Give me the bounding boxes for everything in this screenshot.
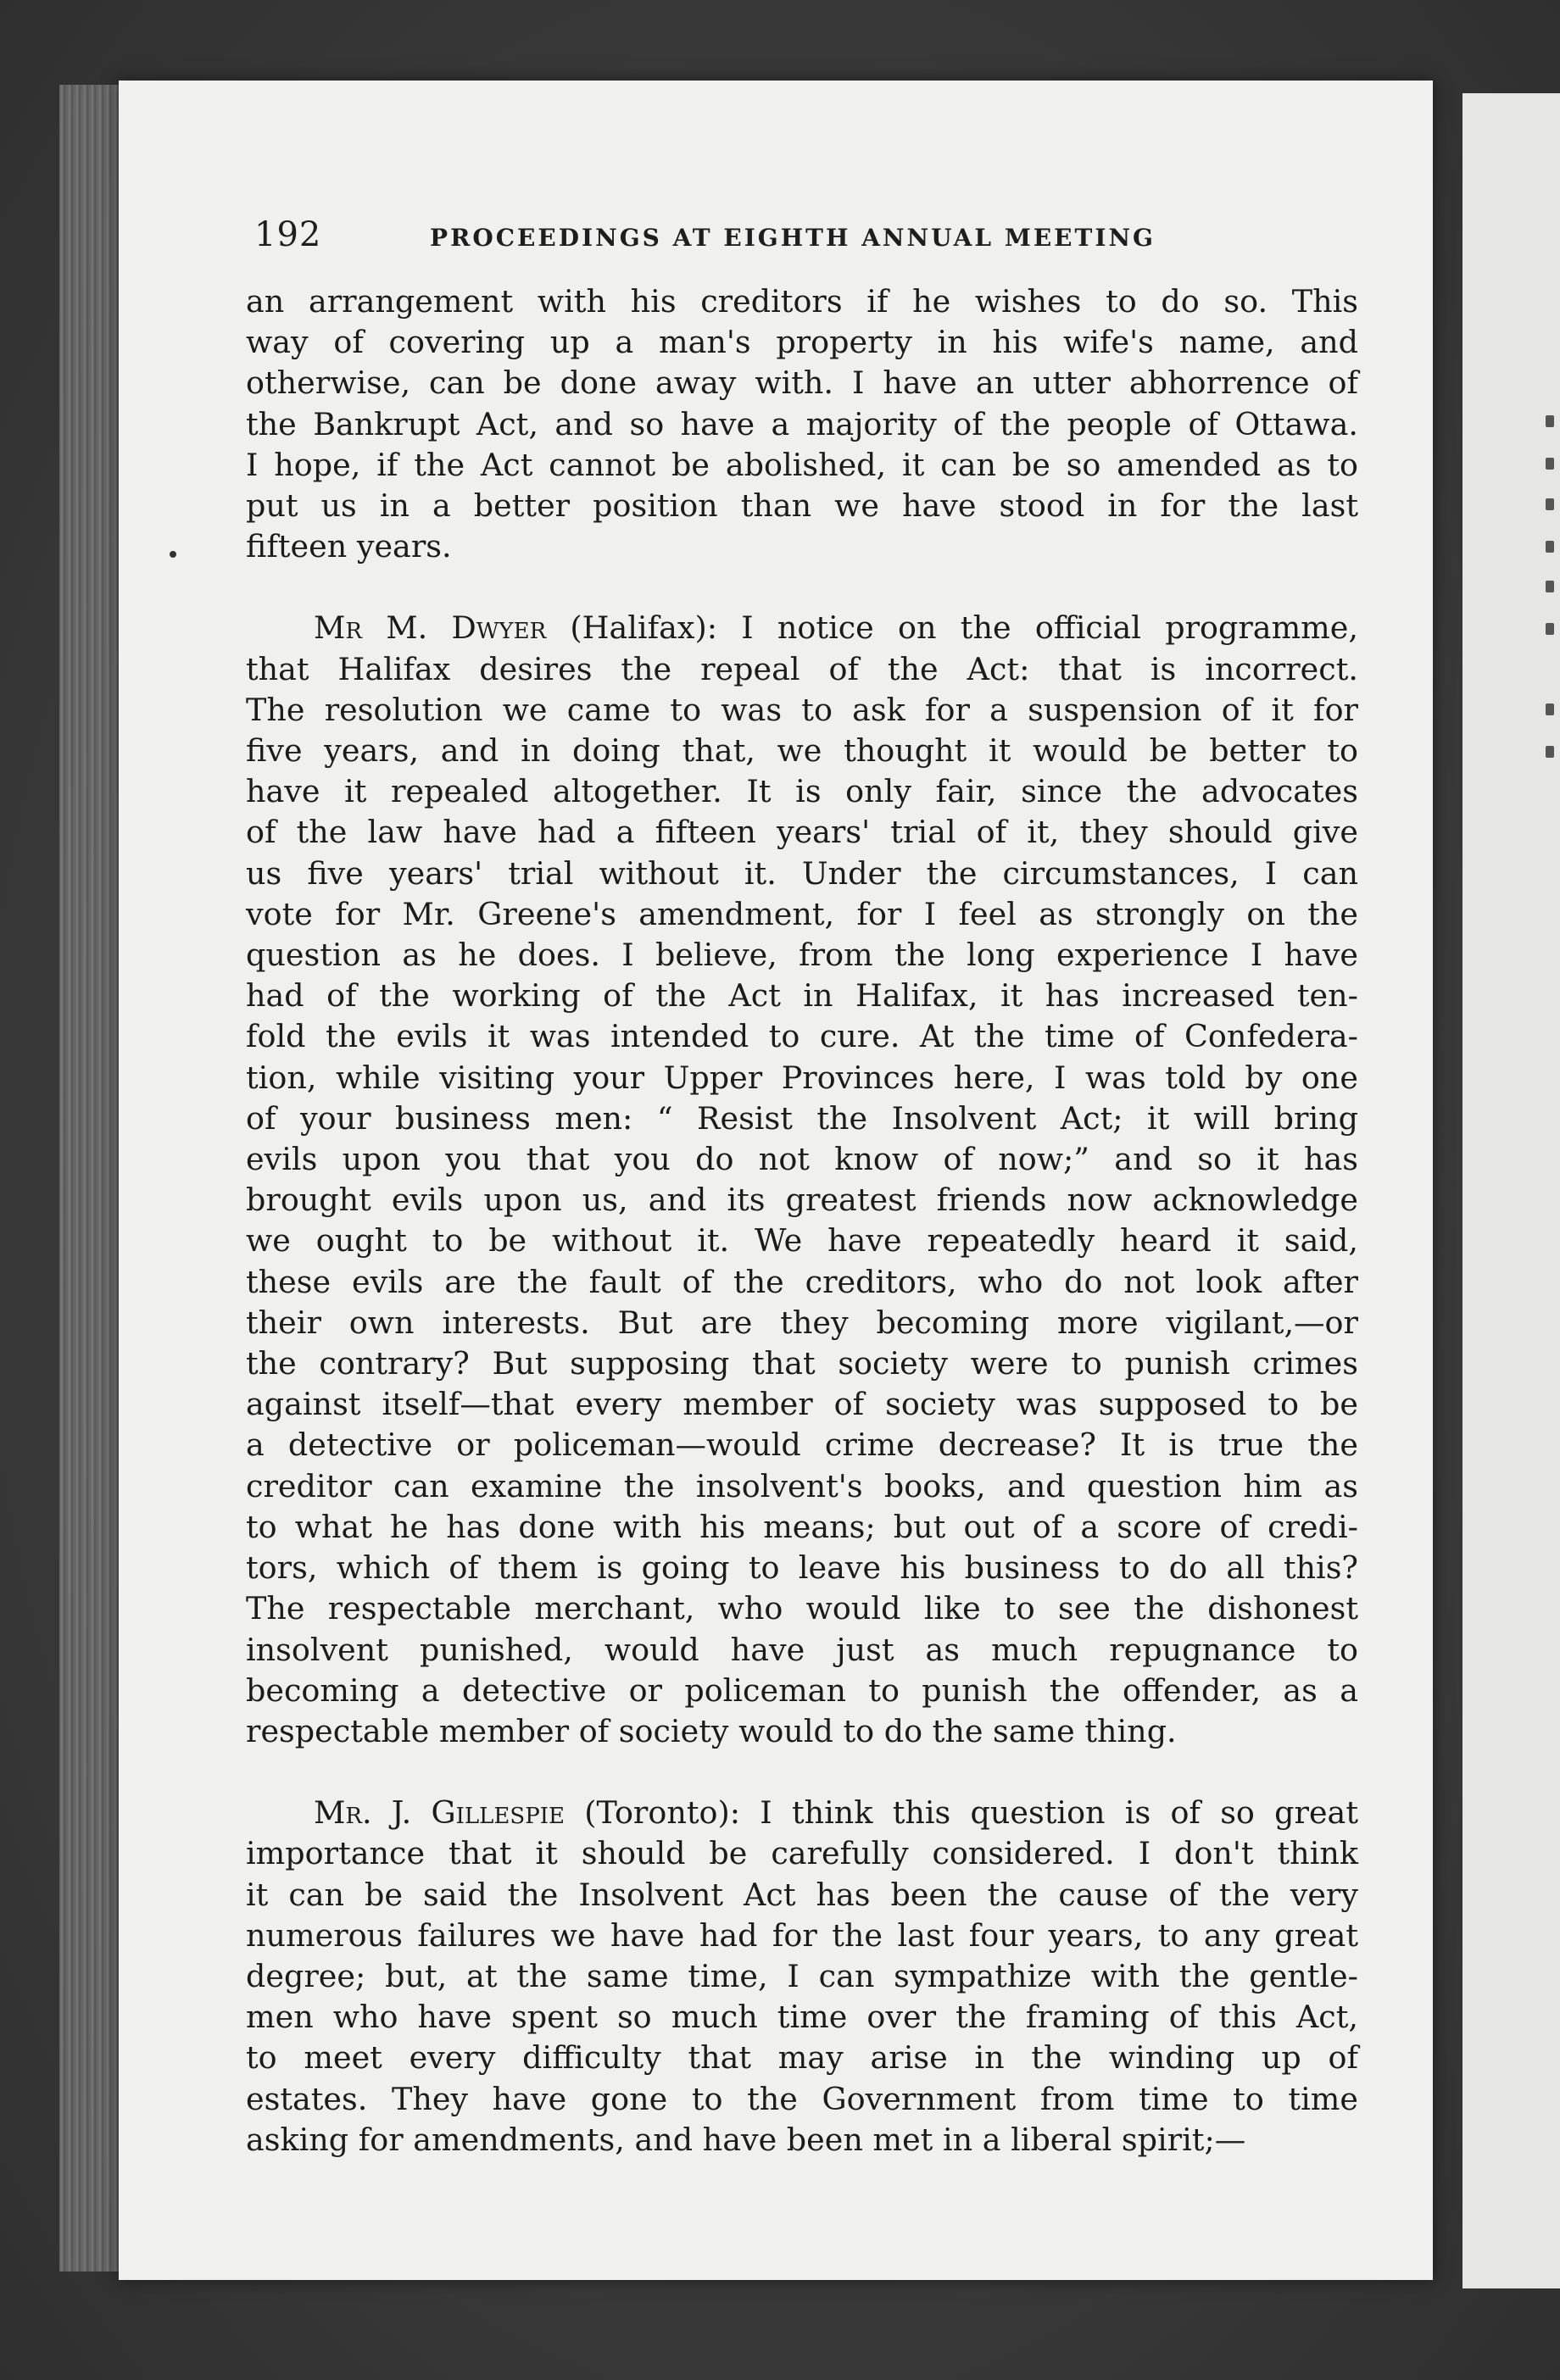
book-page-edges: [59, 85, 123, 2272]
facing-page-glyph: [1546, 458, 1554, 470]
text-line: vote for Mr. Greene's amendment, for I feel as strongly on the: [246, 895, 1358, 932]
text-line: degree; but, at the same time, I can sympathize with the gentle-: [246, 1957, 1358, 1994]
text-line: otherwise, can be done away with. I have an utter abhorrence of: [246, 364, 1358, 402]
text-line: insolvent punished, would have just as much repugnance to: [246, 1631, 1358, 1668]
text-line: [246, 608, 1358, 648]
text-line: estates. They have gone to the Government from time to time: [246, 2080, 1358, 2117]
text-line: importance that it should be carefully considered. I don't think: [246, 1835, 1358, 1872]
facing-page-sliver: [1462, 93, 1560, 2288]
text-line: have it repealed altogether. It is only fair, since the advocates: [246, 773, 1358, 810]
text-line: five years, and in doing that, we thought it would be better to: [246, 732, 1358, 770]
text-line: men who have spent so much time over the framing of this Act,: [246, 1999, 1358, 2036]
text-line: the contrary? But supposing that society were to punish crimes: [246, 1345, 1358, 1382]
text-line: that Halifax desires the repeal of the Act: that is incorrect.: [246, 650, 1358, 687]
text-line: fold the evils it was intended to cure. At the time of Confedera-: [246, 1018, 1358, 1055]
facing-page-glyph: [1546, 623, 1554, 635]
text-line: we ought to be without it. We have repeatedly heard it said,: [246, 1222, 1358, 1260]
text-line: the Bankrupt Act, and so have a majority of the people of Ottawa.: [246, 405, 1358, 442]
page-number: 192: [254, 215, 322, 254]
text-line: [246, 1793, 1358, 1833]
text-line: I hope, if the Act cannot be abolished, it can be so amended as to: [246, 446, 1358, 483]
text-line: to what he has done with his means; but out of a score of credi-: [246, 1508, 1358, 1545]
text-line: against itself—that every member of society was supposed to be: [246, 1386, 1358, 1423]
text-line: to meet every difficulty that may arise in the winding up of: [246, 2039, 1358, 2077]
text-line: The resolution we came to was to ask for a suspension of it for: [246, 691, 1358, 728]
facing-page-glyph: [1546, 498, 1554, 510]
text-line: evils upon you that you do not know of now;” and so it has: [246, 1141, 1358, 1178]
text-line: respectable member of society would to do the same thing.: [246, 1712, 1177, 1749]
facing-page-glyph: [1546, 581, 1554, 592]
text-line: brought evils upon us, and its greatest friends now acknowledge: [246, 1182, 1358, 1219]
text-line: their own interests. But are they becoming more vigilant,—or: [246, 1304, 1358, 1341]
text-line: way of covering up a man's property in his wife's name, and: [246, 324, 1358, 361]
running-head: [254, 215, 1195, 254]
text-line: question as he does. I believe, from the long experience I have: [246, 937, 1358, 974]
text-line: becoming a detective or policeman to punish the offender, as a: [246, 1671, 1358, 1709]
text-line: creditor can examine the insolvent's books, and question him as: [246, 1467, 1358, 1504]
text-line: asking for amendments, and have been met in a liberal spirit;—: [246, 2121, 1246, 2158]
text-line: these evils are the fault of the creditors, who do not look after: [246, 1263, 1358, 1300]
text-line: us five years' trial without it. Under the circumstances, I can: [246, 854, 1358, 892]
text-line: tion, while visiting your Upper Provinces here, I was told by one: [246, 1059, 1358, 1096]
facing-page-glyph: [1546, 415, 1554, 427]
body-text: [246, 281, 1358, 2201]
speaker-name: Mr M. Dwyer: [314, 609, 547, 647]
facing-page-glyph: [1546, 703, 1554, 715]
text-line: of the law have had a fifteen years' trial of it, they should give: [246, 814, 1358, 851]
facing-page-glyph: [1546, 541, 1554, 553]
paragraph: [246, 608, 1358, 1752]
paragraph: [246, 1793, 1358, 2160]
text-line: it can be said the Insolvent Act has been the cause of the very: [246, 1876, 1358, 1913]
running-head-title: PROCEEDINGS AT EIGHTH ANNUAL MEETING: [430, 224, 1156, 252]
speaker-name: Mr. J. Gillespie: [314, 1794, 565, 1832]
text-line: had of the working of the Act in Halifax, it has increased ten-: [246, 977, 1358, 1015]
facing-page-glyph: [1546, 746, 1554, 758]
margin-mark: [170, 551, 176, 558]
text-line: an arrangement with his creditors if he wishes to do so. This: [246, 283, 1358, 320]
text-line: put us in a better position than we have stood in for the last: [246, 487, 1358, 525]
text-line: fifteen years.: [246, 528, 452, 565]
line-text: (Halifax): I notice on the official programme,: [546, 609, 1358, 647]
text-line: numerous failures we have had for the last four years, to any great: [246, 1916, 1358, 1954]
text-line: tors, which of them is going to leave his business to do all this?: [246, 1549, 1358, 1587]
line-text: (Toronto): I think this question is of so great: [564, 1794, 1358, 1832]
text-line: of your business men: “ Resist the Insolvent Act; it will bring: [246, 1099, 1358, 1137]
text-line: a detective or policeman—would crime decrease? It is true the: [246, 1426, 1358, 1464]
paragraph: [246, 281, 1358, 567]
text-line: The respectable merchant, who would like to see the dishonest: [246, 1590, 1358, 1627]
